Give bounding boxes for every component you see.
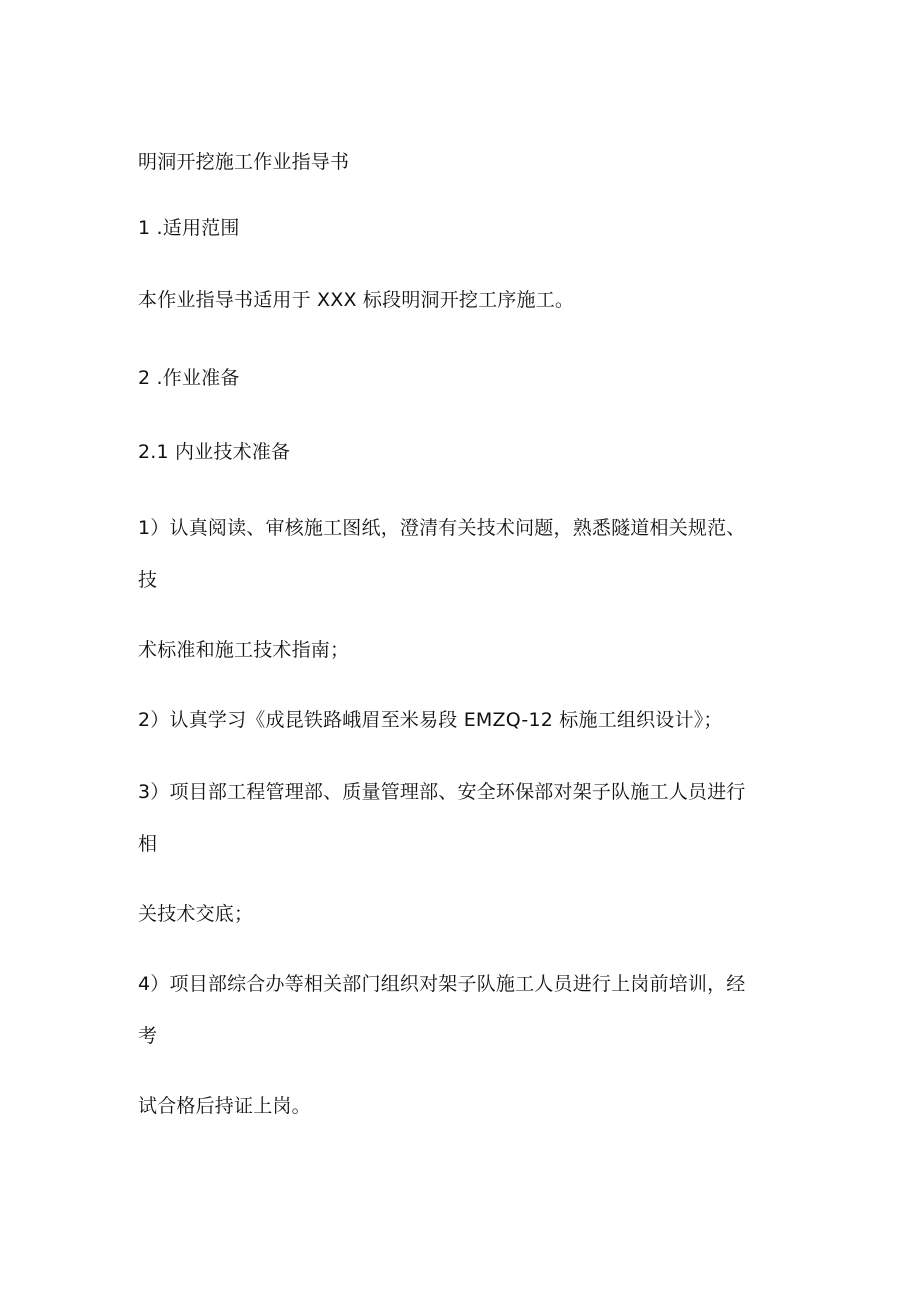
section-1-heading: 1 .适用范围 xyxy=(138,217,240,239)
item-3-line-2: 相 xyxy=(138,833,158,855)
item-4-line-1: 4）项目部综合办等相关部门组织对架子队施工人员进行上岗前培训，经 xyxy=(138,973,746,995)
section-2-1-heading: 2.1 内业技术准备 xyxy=(138,441,291,463)
section-2-heading: 2 .作业准备 xyxy=(138,367,240,389)
section-1-body: 本作业指导书适用于 XXX 标段明洞开挖工序施工。 xyxy=(138,289,575,311)
item-3-line-3: 关技术交底； xyxy=(138,903,254,925)
item-2-line-1: 2）认真学习《成昆铁路峨眉至米易段 EMZQ-12 标施工组织设计》； xyxy=(138,709,723,731)
item-4-line-3: 试合格后持证上岗。 xyxy=(138,1095,311,1117)
item-1-line-3: 术标准和施工技术指南； xyxy=(138,639,350,661)
item-1-line-2: 技 xyxy=(138,569,158,591)
item-1-line-1: 1）认真阅读、审核施工图纸，澄清有关技术问题，熟悉隧道相关规范、 xyxy=(138,517,746,539)
item-3-line-1: 3）项目部工程管理部、质量管理部、安全环保部对架子队施工人员进行 xyxy=(138,781,746,803)
document-title: 明洞开挖施工作业指导书 xyxy=(138,151,350,173)
item-4-line-2: 考 xyxy=(138,1025,158,1047)
